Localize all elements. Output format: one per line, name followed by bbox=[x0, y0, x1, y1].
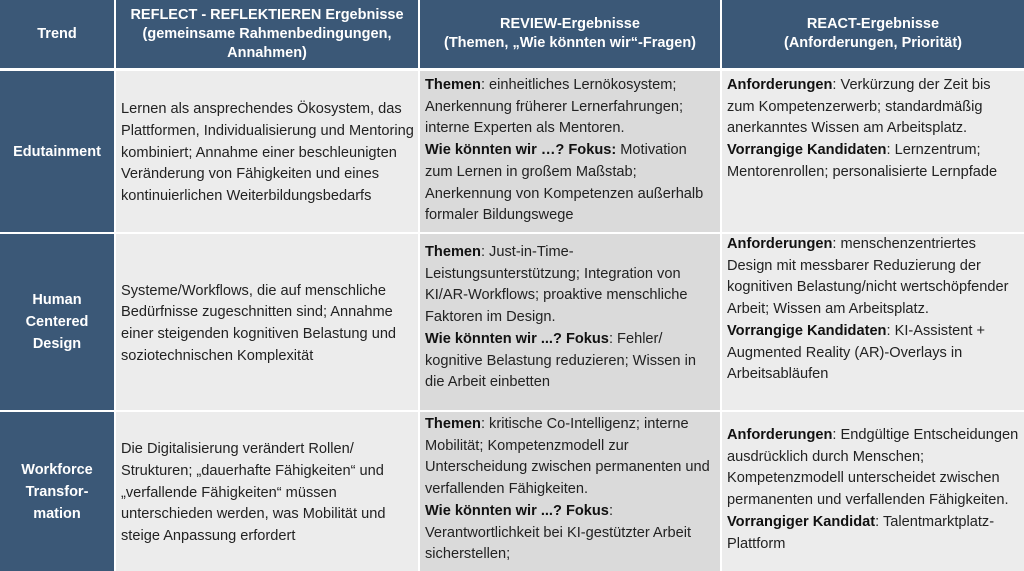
react-cell-human-centered-design bbox=[722, 234, 1024, 410]
review-fokus-label: Wie könnten wir …? Fokus: bbox=[425, 142, 617, 159]
react-anforderungen-text: : menschenzentriertes Design mit messbarer Reduzierung der kognitiven Belastung/nicht wertschöpfender Arbeit; Wissen am Arbeitsplatz. bbox=[727, 236, 1009, 318]
review-cell-human-centered-design bbox=[420, 234, 720, 410]
header-react bbox=[722, 0, 1024, 68]
reflect-text: Systeme/Workflows, die auf menschliche Bedürfnisse zugeschnitten sind; Annahme einer steigenden kognitiven Belastung und soziotechnischen Komplexität bbox=[121, 282, 397, 364]
react-anforderungen-label: Anforderungen bbox=[727, 77, 833, 93]
react-kandidaten-text: : KI-Assistent + Augmented Reality (AR)-Overlays in Arbeitsabläufen bbox=[727, 322, 986, 383]
header-reflect-label: REFLECT - REFLEKTIEREN Ergebnisse (gemeinsame Rahmenbedingungen, Annahmen) bbox=[130, 6, 404, 61]
react-kandidaten-text: : Talentmarktplatz-Plattform bbox=[727, 513, 995, 552]
review-themen-text: : Just-in-Time-Leistungsunterstützung; Integration von KI/AR-Workflows; proaktive menschliche Faktoren im Design. bbox=[425, 244, 688, 326]
review-fokus-label: Wie könnten wir ...? Fokus bbox=[425, 330, 609, 347]
review-themen-label: Themen bbox=[425, 416, 481, 432]
review-fokus-text: : Fehler/ kognitive Belastung reduzieren; Wissen in die Arbeit einbetten bbox=[425, 330, 696, 391]
react-kandidaten-label: Vorrangige Kandidaten bbox=[727, 142, 887, 159]
review-themen-label: Themen bbox=[425, 77, 481, 93]
header-trend bbox=[0, 0, 114, 68]
react-kandidaten-label: Vorrangige Kandidaten bbox=[727, 322, 887, 339]
react-anforderungen-text: : Endgültige Entscheidungen ausdrücklich durch Menschen; Kompetenzmodell unterscheidet zwischen permanenten und verfallenden Fähigkeiten. bbox=[727, 427, 1019, 509]
react-anforderungen-text: : Verkürzung der Zeit bis zum Kompetenzerwerb; standardmäßig anerkanntes Wissen am Arbeitsplatz. bbox=[727, 77, 991, 137]
react-anforderungen-label: Anforderungen bbox=[727, 236, 833, 252]
review-fokus-label: Wie könnten wir ...? Fokus bbox=[425, 502, 609, 519]
review-themen-text: : kritische Co-Intelligenz; interne Mobilität; Kompetenzmodell zur Unterscheidung zwischen permanenten und verfallenden Fähigkeiten. bbox=[425, 416, 710, 498]
review-fokus-text: : Verantwortlichkeit bei KI-gestützter Arbeit sicherstellen; bbox=[425, 502, 692, 563]
review-themen-label: Themen bbox=[425, 244, 481, 260]
header-reflect bbox=[116, 0, 418, 68]
reflect-cell-workforce-transformation bbox=[116, 412, 418, 571]
review-fokus-text: Motivation zum Lernen in großem Maßstab; Anerkennung von Kompetenzen außerhalb formaler Bildungswege bbox=[425, 142, 704, 224]
react-cell-edutainment bbox=[722, 71, 1024, 232]
trend-cell-human-centered-design bbox=[0, 234, 114, 410]
trend-label: Human Centered Design bbox=[25, 292, 89, 352]
reflect-text: Lernen als ansprechendes Ökosystem, das Plattformen, Individualisierung und Mentoring kombiniert; Annahme einer beschleunigten Veränderung von Fähigkeiten und eines kontinuierlichen Weiterbildungsbedarfs bbox=[121, 101, 414, 205]
react-cell-workforce-transformation bbox=[722, 412, 1024, 571]
header-trend-label: Trend bbox=[37, 25, 77, 42]
trend-label: Edutainment bbox=[13, 143, 101, 160]
trend-label: Workforce Transfor- mation bbox=[21, 461, 93, 522]
review-cell-workforce-transformation bbox=[420, 412, 720, 571]
react-kandidaten-text: : Lernzentrum; Mentorenrollen; personalisierte Lernpfade bbox=[727, 142, 998, 180]
header-react-label: REACT-Ergebnisse (Anforderungen, Priorität) bbox=[783, 16, 963, 51]
reflect-cell-edutainment bbox=[116, 71, 418, 232]
header-review-label: REVIEW-Ergebnisse (Themen, „Wie könnten wir“-Fragen) bbox=[443, 16, 697, 51]
header-review bbox=[420, 0, 720, 68]
trend-cell-edutainment bbox=[0, 71, 114, 232]
review-cell-edutainment bbox=[420, 71, 720, 232]
reflect-text: Die Digitalisierung verändert Rollen/ Strukturen; „dauerhafte Fähigkeiten“ und „verfallende Fähigkeiten“ müssen unterschieden werden, was Mobilität und steige Anpassung erfordert bbox=[121, 441, 386, 545]
review-themen-text: : einheitliches Lernökosystem; Anerkennung früherer Lernerfahrungen; interne Experten als Mentoren. bbox=[425, 77, 683, 137]
react-anforderungen-label: Anforderungen bbox=[727, 427, 833, 443]
trend-cell-workforce-transformation bbox=[0, 412, 114, 571]
reflect-cell-human-centered-design bbox=[116, 234, 418, 410]
react-kandidaten-label: Vorrangiger Kandidat bbox=[727, 513, 876, 530]
